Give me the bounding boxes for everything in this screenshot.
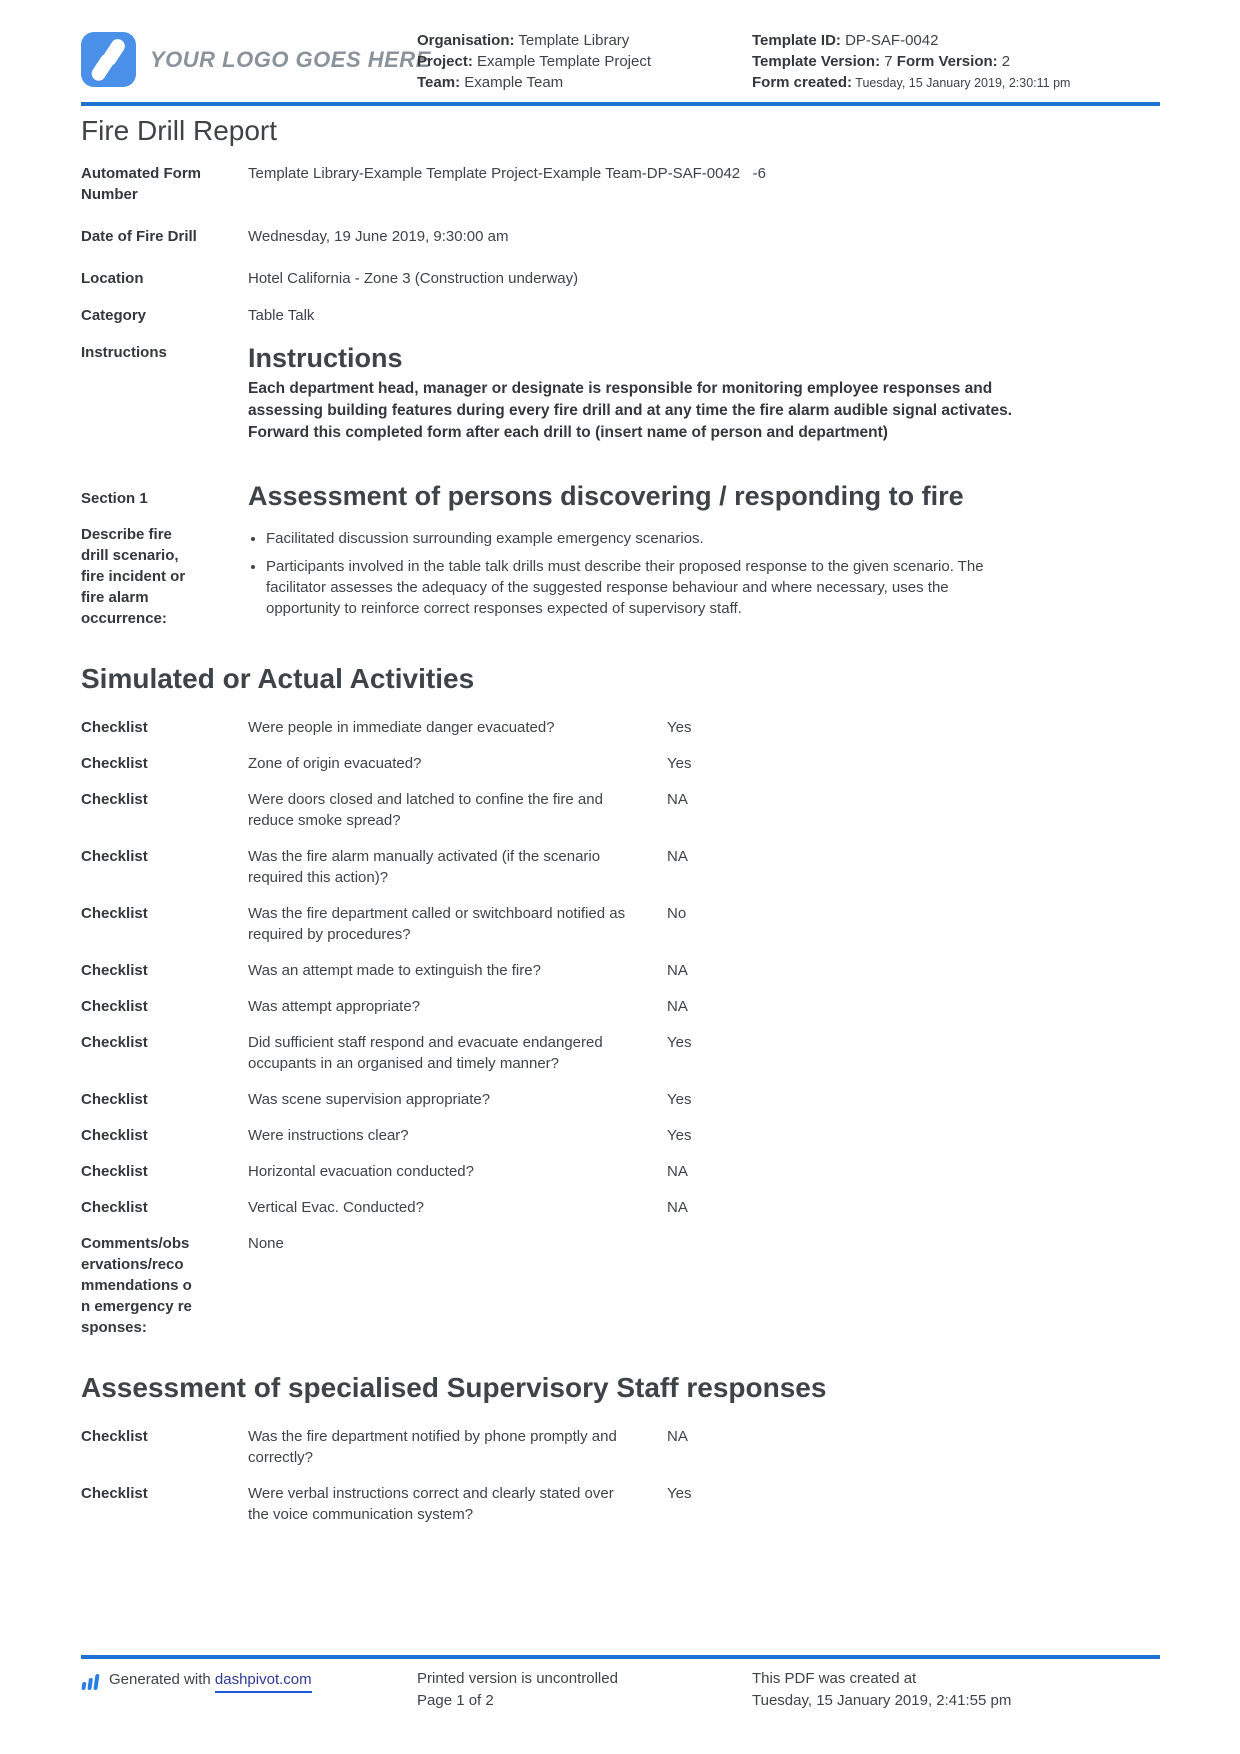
category-label: Category <box>81 307 147 324</box>
checklist-label: Checklist <box>81 1163 148 1180</box>
document-header <box>81 30 1160 102</box>
describe-scenario-label: Describe fire drill scenario, fire incident or fire alarm occurrence: <box>81 526 186 627</box>
checklist-answer: NA <box>667 1199 688 1216</box>
checklist-label: Checklist <box>81 1199 148 1216</box>
checklist-row <box>81 717 1160 738</box>
checklist-answer: Yes <box>667 719 692 736</box>
checklist-question: Did sufficient staff respond and evacuate endangered occupants in an organised and timely manner? <box>248 1034 603 1072</box>
instructions-heading: Instructions <box>248 343 403 373</box>
checklist-question: Were people in immediate danger evacuated? <box>248 719 555 736</box>
field-row-category <box>81 305 1160 326</box>
template-id-line <box>752 30 1172 51</box>
template-id-value: DP-SAF-0042 <box>840 32 939 49</box>
project-line <box>417 51 737 72</box>
checklist-question: Was the fire department called or switchboard notified as required by procedures? <box>248 905 626 943</box>
footer-right <box>752 1668 1011 1712</box>
pdf-created-text: This PDF was created at <box>752 1670 917 1687</box>
field-row-date <box>81 226 1160 247</box>
checklist-label: Checklist <box>81 962 148 979</box>
scenario-bullet: • Facilitated discussion surrounding example emergency scenarios. <box>266 528 986 549</box>
form-created-label: Form created: <box>752 74 853 91</box>
checklist-row <box>81 1197 1160 1218</box>
checklist-question: Was the fire alarm manually activated (if the scenario required this action)? <box>248 848 601 886</box>
header-divider <box>81 102 1160 106</box>
form-version-label: Form Version: <box>896 53 998 70</box>
form-created-value: Tuesday, 15 January 2019, 2:30:11 pm <box>852 76 1071 90</box>
checklist-row <box>81 960 1160 981</box>
date-label: Date of Fire Drill <box>81 228 197 245</box>
page-title: Fire Drill Report <box>81 115 278 146</box>
project-value: Example Template Project <box>472 53 651 70</box>
scenario-bullet-list <box>266 528 986 629</box>
section1-heading: Assessment of persons discovering / responding to fire <box>248 481 964 511</box>
form-version-value: 2 <box>997 53 1011 70</box>
checklist-question: Was attempt appropriate? <box>248 998 421 1015</box>
template-id-label: Template ID: <box>752 32 841 49</box>
simulated-activities-heading: Simulated or Actual Activities <box>81 663 475 694</box>
checklist-row <box>81 1426 1160 1468</box>
category-value: Table Talk <box>248 307 315 324</box>
instructions-content <box>248 342 1160 444</box>
checklist-row <box>81 1161 1160 1182</box>
checklist-row <box>81 1125 1160 1146</box>
header-org-block <box>417 30 737 93</box>
checklist-answer: Yes <box>667 755 692 772</box>
checklist-row <box>81 789 1160 831</box>
checklist-answer: Yes <box>667 1485 692 1502</box>
section1-describe-row <box>81 524 1160 629</box>
checklist-answer: NA <box>667 998 688 1015</box>
footer-divider <box>81 1655 1160 1659</box>
footer-generated <box>81 1669 312 1693</box>
dashpivot-link[interactable]: dashpivot.com <box>215 1669 312 1693</box>
checklist-label: Checklist <box>81 1091 148 1108</box>
comments-value: None <box>248 1235 284 1252</box>
checklist-row <box>81 1089 1160 1110</box>
comments-answer-spacer <box>667 1233 1160 1338</box>
checklist-label: Checklist <box>81 998 148 1015</box>
checklist-answer: NA <box>667 791 688 808</box>
comments-label: Comments/observations/recommendations on emergency responses: <box>81 1235 192 1336</box>
form-number-value: Template Library-Example Template Project-Example Team-DP-SAF-0042 -6 <box>248 165 766 182</box>
checklist-label: Checklist <box>81 848 148 865</box>
instructions-label: Instructions <box>81 344 167 361</box>
checklist-question: Horizontal evacuation conducted? <box>248 1163 474 1180</box>
checklist-question: Vertical Evac. Conducted? <box>248 1199 424 1216</box>
footer-center <box>417 1668 618 1712</box>
field-row-instructions <box>81 342 1160 444</box>
checklist-answer: No <box>667 905 687 922</box>
bar-chart-icon <box>81 1671 101 1691</box>
checklist-label: Checklist <box>81 1034 148 1051</box>
location-value: Hotel California - Zone 3 (Construction underway) <box>248 270 579 287</box>
instructions-body: Each department head, manager or designate is responsible for monitoring employee responses and assessing building features during every fire drill and at any time the fire alarm audible signal activates. Forward this completed form after each drill to (insert name of person and department) <box>248 380 1013 441</box>
form-number-label: Automated Form Number <box>81 165 201 203</box>
dashpivot-logo-icon <box>81 32 136 87</box>
header-template-block <box>752 30 1172 94</box>
checklist-question: Was an attempt made to extinguish the fire? <box>248 962 541 979</box>
checklist-question: Were verbal instructions correct and clearly stated over the voice communication system? <box>248 1485 614 1523</box>
checklist-row <box>81 903 1160 945</box>
organisation-line <box>417 30 737 51</box>
checklist-label: Checklist <box>81 905 148 922</box>
logo <box>81 32 431 87</box>
checklist-question: Zone of origin evacuated? <box>248 755 422 772</box>
date-value: Wednesday, 19 June 2019, 9:30:00 am <box>248 228 509 245</box>
uncontrolled-text: Printed version is uncontrolled <box>417 1670 618 1687</box>
checklist-label: Checklist <box>81 755 148 772</box>
organisation-value: Template Library <box>514 32 630 49</box>
checklist-answer: NA <box>667 848 688 865</box>
checklist-question: Were instructions clear? <box>248 1127 409 1144</box>
field-row-location <box>81 268 1160 289</box>
team-label: Team: <box>417 74 461 91</box>
supervisory-heading: Assessment of specialised Supervisory Staff responses <box>81 1372 827 1403</box>
checklist-label: Checklist <box>81 1485 148 1502</box>
checklist-row <box>81 996 1160 1017</box>
section1-side-label: Section 1 <box>81 490 148 507</box>
scenario-bullet: • Participants involved in the table talk drills must describe their proposed response to the given scenario. The facilitator assesses the adequacy of the suggested response behaviour and where necessary, uses the opportunity to reinforce correct responses expected of supervisory staff. <box>266 556 986 619</box>
checklist-row <box>81 1032 1160 1074</box>
generated-with-text: Generated with <box>109 1671 211 1688</box>
checklist-label: Checklist <box>81 1127 148 1144</box>
logo-placeholder-text: YOUR LOGO GOES HERE <box>150 46 431 72</box>
checklist-answer: NA <box>667 962 688 979</box>
section1-heading-row <box>81 480 1160 512</box>
comments-row <box>81 1233 1160 1338</box>
checklist-answer: Yes <box>667 1034 692 1051</box>
template-version-label: Template Version: <box>752 53 881 70</box>
pdf-created-timestamp: Tuesday, 15 January 2019, 2:41:55 pm <box>752 1692 1012 1709</box>
team-value: Example Team <box>460 74 564 91</box>
field-row-form-number <box>81 163 1160 205</box>
checklist-label: Checklist <box>81 791 148 808</box>
checklist-answer: NA <box>667 1428 688 1445</box>
checklist-answer: NA <box>667 1163 688 1180</box>
checklist-row <box>81 846 1160 888</box>
checklist-question: Was the fire department notified by phone promptly and correctly? <box>248 1428 617 1466</box>
form-created-line <box>752 72 1172 94</box>
organisation-label: Organisation: <box>417 32 515 49</box>
team-line <box>417 72 737 93</box>
checklist-row <box>81 753 1160 774</box>
template-version-value: 7 <box>880 53 897 70</box>
project-label: Project: <box>417 53 473 70</box>
checklist-question: Was scene supervision appropriate? <box>248 1091 491 1108</box>
location-label: Location <box>81 270 144 287</box>
checklist-question: Were doors closed and latched to confine the fire and reduce smoke spread? <box>248 791 603 829</box>
checklist-label: Checklist <box>81 1428 148 1445</box>
checklist-label: Checklist <box>81 719 148 736</box>
checklist-answer: Yes <box>667 1091 692 1108</box>
page-number: Page 1 of 2 <box>417 1692 494 1709</box>
checklist-row <box>81 1483 1160 1525</box>
version-line <box>752 51 1172 72</box>
page-footer <box>81 1655 1160 1714</box>
checklist-answer: Yes <box>667 1127 692 1144</box>
